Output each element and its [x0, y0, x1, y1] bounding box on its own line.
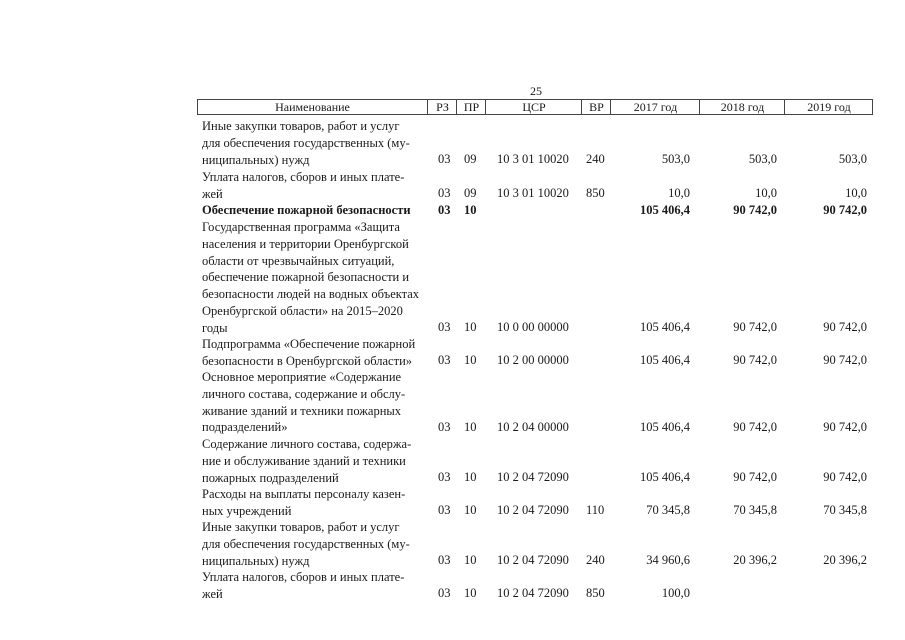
- row-2017: 10,0: [668, 186, 690, 201]
- row-rz: 03: [438, 503, 451, 518]
- table-row: [0, 486, 905, 519]
- row-csr: 10 3 01 10020: [497, 186, 569, 201]
- row-2017: 105 406,4: [640, 420, 690, 435]
- row-csr: 10 2 04 72090: [497, 503, 569, 518]
- table-row: [0, 436, 905, 486]
- table-row: [0, 336, 905, 369]
- header-name: Наименование: [275, 100, 350, 114]
- row-pr: 10: [464, 553, 477, 568]
- row-pr: 10: [464, 503, 477, 518]
- row-rz: 03: [438, 353, 451, 368]
- row-2017: 105 406,4: [640, 320, 690, 335]
- row-rz: 03: [438, 553, 451, 568]
- row-2017: 503,0: [661, 152, 690, 167]
- row-csr: 10 0 00 00000: [497, 320, 569, 335]
- row-2017: 34 960,6: [646, 553, 690, 568]
- row-2017: 105 406,4: [640, 353, 690, 368]
- row-2019: 20 396,2: [823, 553, 867, 568]
- header-csr: ЦСР: [485, 100, 582, 114]
- row-2019: 90 742,0: [823, 353, 867, 368]
- row-csr: 10 2 00 00000: [497, 353, 569, 368]
- row-2018: 90 742,0: [733, 470, 777, 485]
- row-vr: 850: [586, 186, 605, 201]
- row-name: Государственная программа «Защита населения и территории Оренбургской области от чрезвычайных ситуаций, обеспечение пожарной безопасности и безопасности людей на водных объектах Оренбургской области» на 2015–2020 годы: [202, 220, 420, 335]
- row-csr: 10 2 04 72090: [497, 470, 569, 485]
- row-2017: 105 406,4: [640, 470, 690, 485]
- row-rz: 03: [438, 152, 451, 167]
- row-rz: 03: [438, 203, 451, 218]
- row-pr: 09: [464, 152, 477, 167]
- row-vr: 850: [586, 586, 605, 601]
- row-2019: 90 742,0: [823, 203, 867, 218]
- row-2017: 100,0: [661, 586, 690, 601]
- row-vr: 110: [586, 503, 605, 518]
- table-row: [0, 169, 905, 202]
- row-rz: 03: [438, 470, 451, 485]
- row-2018: 20 396,2: [733, 553, 777, 568]
- row-csr: 10 2 04 00000: [497, 420, 569, 435]
- row-2019: 90 742,0: [823, 320, 867, 335]
- row-vr: 240: [586, 553, 605, 568]
- row-name: Подпрограмма «Обеспечение пожарной безопасности в Оренбургской области»: [202, 337, 416, 368]
- row-name: Уплата налогов, сборов и иных плате- жей: [202, 570, 405, 601]
- row-2018: 10,0: [755, 186, 777, 201]
- row-2019: 90 742,0: [823, 470, 867, 485]
- row-pr: 10: [464, 420, 477, 435]
- table-row: [0, 219, 905, 336]
- row-2019: 10,0: [845, 186, 867, 201]
- row-2019: 503,0: [838, 152, 867, 167]
- header-2019: 2019 год: [784, 100, 873, 114]
- table-row: [0, 369, 905, 436]
- row-rz: 03: [438, 186, 451, 201]
- row-rz: 03: [438, 420, 451, 435]
- row-2018: 70 345,8: [733, 503, 777, 518]
- row-name: Содержание личного состава, содержа- ние и обслуживание зданий и техники пожарных подразделений: [202, 437, 412, 485]
- row-pr: 10: [464, 320, 477, 335]
- page-number: 25: [530, 84, 542, 98]
- header-2017: 2017 год: [610, 100, 700, 114]
- row-pr: 10: [464, 353, 477, 368]
- row-2018: 90 742,0: [733, 320, 777, 335]
- row-2018: 90 742,0: [733, 203, 777, 218]
- row-2018: 90 742,0: [733, 420, 777, 435]
- row-name: Обеспечение пожарной безопасности: [202, 203, 411, 217]
- table-row: [0, 569, 905, 602]
- table-row: [0, 118, 905, 168]
- header-2018: 2018 год: [699, 100, 785, 114]
- header-vr: ВР: [581, 100, 611, 114]
- table-row: [0, 202, 905, 219]
- row-rz: 03: [438, 320, 451, 335]
- row-2017: 105 406,4: [640, 203, 690, 218]
- row-name: Основное мероприятие «Содержание личного состава, содержание и обслу- живание зданий и техники пожарных подразделений»: [202, 370, 406, 435]
- row-vr: 240: [586, 152, 605, 167]
- table-row: [0, 519, 905, 569]
- row-name: Уплата налогов, сборов и иных плате- жей: [202, 170, 405, 201]
- row-rz: 03: [438, 586, 451, 601]
- row-name: Иные закупки товаров, работ и услуг для обеспечения государственных (му- ниципальных) нужд: [202, 119, 410, 167]
- row-2017: 70 345,8: [646, 503, 690, 518]
- row-csr: 10 2 04 72090: [497, 586, 569, 601]
- row-name: Расходы на выплаты персоналу казен- ных учреждений: [202, 487, 406, 518]
- row-pr: 10: [464, 586, 477, 601]
- row-csr: 10 2 04 72090: [497, 553, 569, 568]
- row-csr: 10 3 01 10020: [497, 152, 569, 167]
- row-2018: 503,0: [748, 152, 777, 167]
- row-2019: 70 345,8: [823, 503, 867, 518]
- row-2018: 90 742,0: [733, 353, 777, 368]
- header-pr: ПР: [456, 100, 486, 114]
- row-name: Иные закупки товаров, работ и услуг для обеспечения государственных (му- ниципальных) нужд: [202, 520, 410, 568]
- row-pr: 10: [464, 470, 477, 485]
- header-rz: РЗ: [427, 100, 457, 114]
- row-2019: 90 742,0: [823, 420, 867, 435]
- row-pr: 09: [464, 186, 477, 201]
- row-pr: 10: [464, 203, 477, 218]
